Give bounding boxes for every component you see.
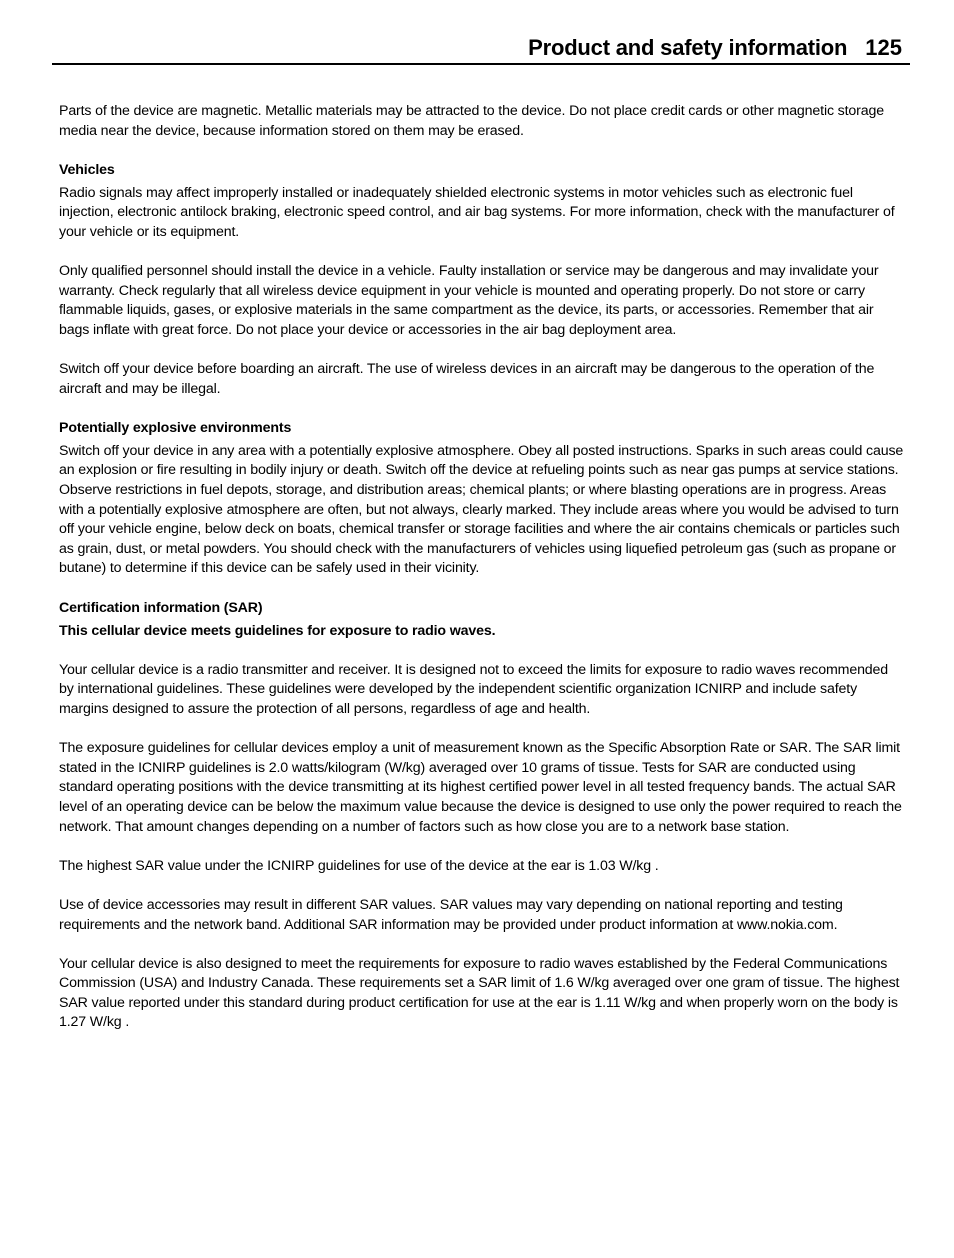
sar-paragraph-1: Your cellular device is a radio transmitter and receiver. It is designed not to exceed the limits for exposure to radio waves recommended by international guidelines. These guidelines were developed by the independent scientific organization ICNIRP and include safety margins designed to assure the protection of all persons, regardless of age and health. bbox=[59, 661, 889, 717]
sar-lead: This cellular device meets guidelines for exposure to radio waves. bbox=[59, 622, 496, 639]
sar-heading: Certification information (SAR) bbox=[59, 599, 263, 616]
explosive-paragraph-1: Switch off your device in any area with a potentially explosive atmosphere. Obey all posted instructions. Sparks in such areas could cause an explosion or fire resulting in bodily injury or death. Switch off the device at refueling points such as near gas pumps at service stations. Observe restrictions in fuel depots, storage, and distribution areas; chemical plants; or where blasting operations are in progress. Areas with a potentially explosive atmosphere are often, but not always, clearly marked. They include areas where you would be advised to turn off your vehicle engine, below deck on boats, chemical transfer or storage facilities and where the air contains chemicals or particles such as grain, dust, or metal powders. You should check with the manufacturers of vehicles using liquefied petroleum gas (such as propane or butane) to determine if this device can be safely used in their vicinity. bbox=[59, 442, 904, 577]
vehicles-heading: Vehicles bbox=[59, 161, 115, 178]
page-title: Product and safety information bbox=[528, 35, 848, 60]
page-content bbox=[59, 102, 905, 1053]
sar-paragraph-2: The exposure guidelines for cellular devices employ a unit of measurement known as the Specific Absorption Rate or SAR. The SAR limit stated in the ICNIRP guidelines is 2.0 watts/kilogram (W/kg) averaged over 10 grams of tissue. Tests for SAR are conducted using standard operating positions with the device transmitting at its highest certified power level in all tested frequency bands. The actual SAR level of an operating device can be below the maximum value because the device is designed to use only the power required to reach the network. That amount changes depending on a number of factors such as how close you are to a network base station. bbox=[59, 740, 902, 835]
intro-paragraph: Parts of the device are magnetic. Metallic materials may be attracted to the device. Do not place credit cards or other magnetic storage media near the device, because information stored on them may be erased. bbox=[59, 103, 884, 139]
sar-paragraph-5: Your cellular device is also designed to meet the requirements for exposure to radio waves established by the Federal Communications Commission (USA) and Industry Canada. These requirements set a SAR limit of 1.6 W/kg averaged over one gram of tissue. The highest SAR value reported under this standard during product certification for use at the ear is 1.11 W/kg and when properly worn on the body is 1.27 W/kg . bbox=[59, 955, 900, 1031]
vehicles-paragraph-1: Radio signals may affect improperly installed or inadequately shielded electronic systems in motor vehicles such as electronic fuel injection, electronic antilock braking, electronic speed control, and air bag systems. For more information, check with the manufacturer of your vehicle or its equipment. bbox=[59, 184, 895, 240]
vehicles-paragraph-2: Only qualified personnel should install the device in a vehicle. Faulty installation or service may be dangerous and may invalidate your warranty. Check regularly that all wireless device equipment in your vehicle is mounted and operating properly. Do not store or carry flammable liquids, gases, or explosive materials in the same compartment as the device, its parts, or accessories. Remember that air bags inflate with great force. Do not place your device or accessories in the air bag deployment area. bbox=[59, 263, 879, 338]
sar-paragraph-3: The highest SAR value under the ICNIRP guidelines for use of the device at the ear is 1.03 W/kg . bbox=[59, 857, 659, 874]
page-number: 125 bbox=[865, 35, 902, 60]
vehicles-paragraph-3: Switch off your device before boarding an aircraft. The use of wireless devices in an aircraft may be dangerous to the operation of the aircraft and may be illegal. bbox=[59, 361, 875, 397]
page-header bbox=[52, 34, 910, 65]
explosive-heading: Potentially explosive environments bbox=[59, 419, 292, 436]
sar-paragraph-4: Use of device accessories may result in different SAR values. SAR values may vary depending on national reporting and testing requirements and the network band. Additional SAR information may be provided under product information at www.nokia.com. bbox=[59, 896, 843, 933]
